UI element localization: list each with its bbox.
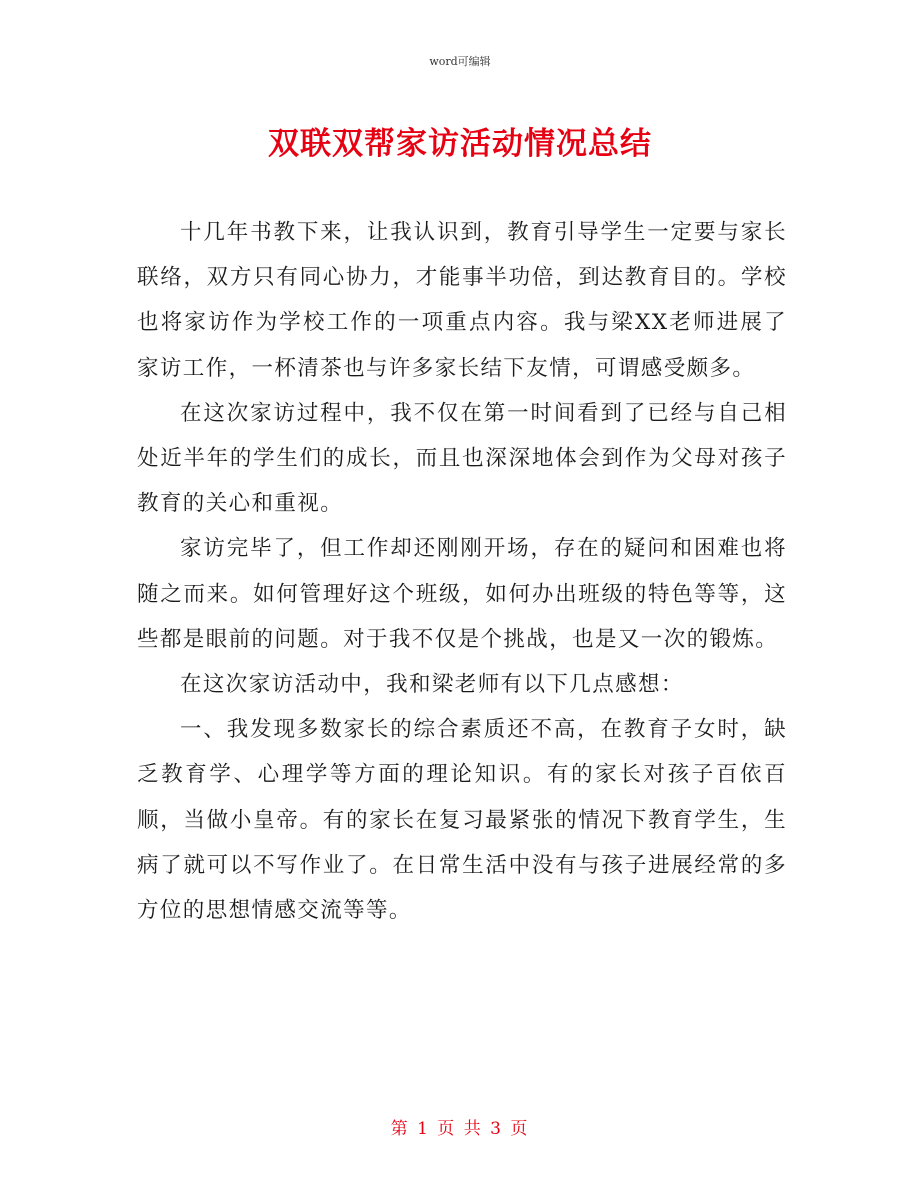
page-number-footer: 第 1 页 共 3 页 [390, 1119, 530, 1139]
paragraph: 一、我发现多数家长的综合素质还不高，在教育子女时，缺乏教育学、心理学等方面的理论知识。有的家长对孩子百依百顺，当做小皇帝。有的家长在复习最紧张的情况下教育学生，生病了就可以不写作业了。在日常生活中没有与孩子进展经常的多方位的思想情感交流等等。 [137, 717, 787, 924]
document-title: 双联双帮家访活动情况总结 [268, 126, 652, 162]
paragraph: 在这次家访活动中，我和梁老师有以下几点感想： [180, 672, 684, 698]
paragraph: 十几年书教下来，让我认识到，教育引导学生一定要与家长联络，双方只有同心协力，才能事半功倍，到达教育目的。学校也将家访作为学校工作的一项重点内容。我与梁XX老师进展了家访工作，一杯清茶也与许多家长结下友情，可谓感受颇多。 [137, 220, 787, 381]
header-note: word可编辑 [429, 55, 491, 68]
paragraph: 在这次家访过程中，我不仅在第一时间看到了已经与自己相处近半年的学生们的成长，而且也深深地体会到作为父母对孩子教育的关心和重视。 [137, 400, 787, 517]
paragraph: 家访完毕了，但工作却还刚刚开场，存在的疑问和困难也将随之而来。如何管理好这个班级，如何办出班级的特色等等，这些都是眼前的问题。对于我不仅是个挑战，也是又一次的锻炼。 [137, 536, 787, 652]
document-body [137, 210, 787, 933]
